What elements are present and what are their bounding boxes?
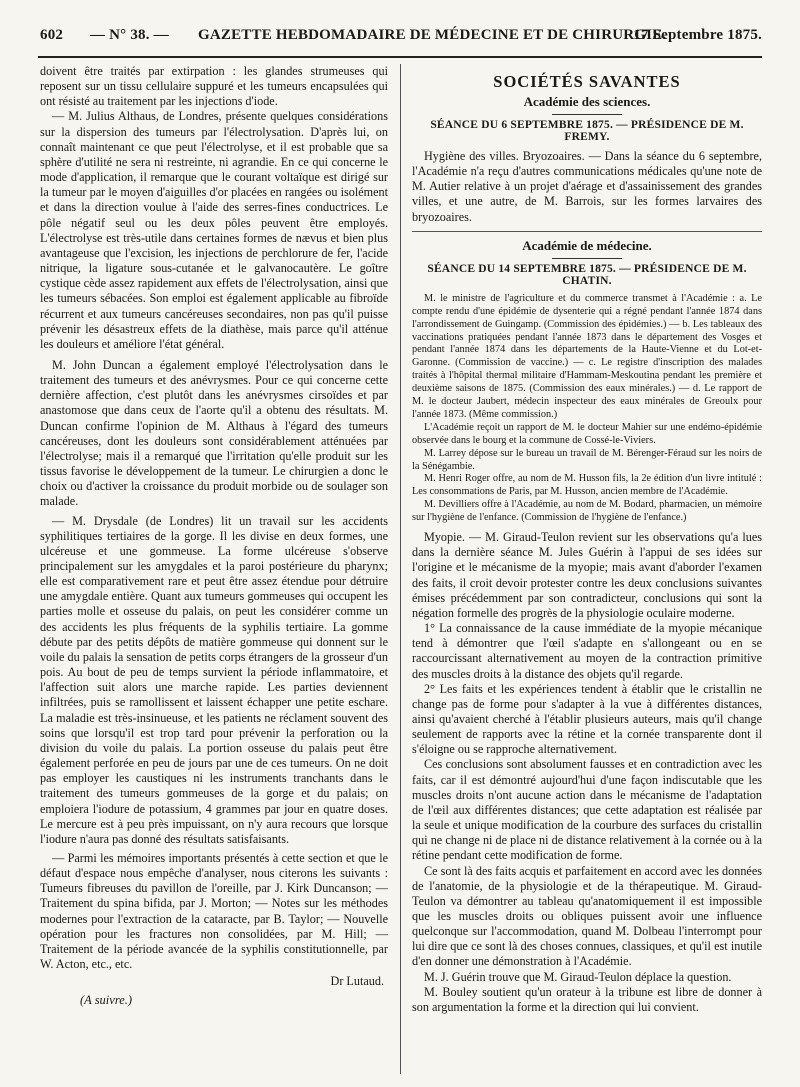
academy-medecine-heading: Académie de médecine. xyxy=(522,237,652,253)
to-be-continued: (A suivre.) xyxy=(80,993,133,1008)
conclusion-1: 1° La connaissance de la cause immédiate de la myopie mécanique tend à démontrer que l'œil s'adapte en s'allongeant ou en se raccourcissant alternativement au moyen de la contraction primitive des muscles droits à la distance des objets qu'il regarde. xyxy=(412,621,762,681)
left-column xyxy=(40,64,388,1076)
issue-date: 17 Septembre 1875. xyxy=(633,27,762,43)
paragraph-hygiene: Hygiène des villes. Bryozoaires. — Dans la séance du 6 septembre, l'Académie n'a reçu d'autres communications médicales qu'une note de M. Autier relative à un projet d'aérage et d'assainissement des grandes villes, et une autre, de M. Barrois, sur les formes larvaires des bryozoaires. xyxy=(412,149,762,224)
heading-rule xyxy=(552,114,622,115)
journal-title: GAZETTE HEBDOMADAIRE DE MÉDECINE ET DE CHIRURGIE. xyxy=(198,27,667,43)
paragraph-duncan: M. John Duncan a également employé l'électrolysation dans le traitement des tumeurs et des anévrysmes. Pour ce qui concerne cette dernière affection, c'est plutôt dans les anévrysmes cirsoïdes et par anastomose que dans ceux de l'aorte qu'il a obtenu des résultats. M. Duncan confirme l'opinion de M. Althaus à l'égard des tumeurs cancéreuses, dont les douleurs sont considérablement atténuées par l'électrolyse; mais il a remarqué que l'irritation qu'elle produit sur les tissus favorise le développement de la tumeur. Le chirurgien a donc le choix ou d'activer la croissance du produit morbide ou de soulager son malade. xyxy=(40,357,388,509)
heading-rule-2 xyxy=(552,258,622,259)
signature: Dr Lutaud. xyxy=(330,974,384,989)
paragraph-guerin: M. J. Guérin trouve que M. Giraud-Teulon déplace la question. xyxy=(424,969,732,984)
paragraph-myopie: Myopie. — M. Giraud-Teulon revient sur les observations qu'a lues dans la dernière séance M. Jules Guérin à l'appui de ses idées sur l'origine et le mécanisme de la myopie; mais avant d'aborder l'examen des faits, il croit devoir protester contre les deux conclusions suivantes émises précédemment par son contradicteur, conclusions qui sont la négation formelle des progrès de la physiologie oculaire moderne. xyxy=(412,530,762,620)
paragraph-althaus: — M. Julius Althaus, de Londres, présente quelques considérations sur la dispersion des tumeurs par l'électrolysation. D'après lui, on connaît maintenant ce que peut l'électrolyse, et il est probable que sa sphère d'utilité ne sera ni restreinte, ni agrandie. En ce qui concerne le mode d'application, il remarque que le courant voltaïque est dirigé sur la tumeur par le moyen d'aiguilles d'or placées en rangées ou isolément et dans la direction voulue à l'aide des serres-fines conductrices. Le pôle négatif seul ou les deux pôles peuvent être employés. L'électrolyse est très-utile dans certaines formes de nævus et bien plus avantageuse que l'excision, les injections de perchlorure de fer, l'acide nitrique, la ligature sous-cutanée et le galvanocautère. Le goître cystique cède assez rapidement aux effets de l'électrolysation, ainsi que les tumeurs sébacées. Son emploi est également applicable au fibroïde récurrent et aux tumeurs cancéreuses secondaires, non pas qu'il puisse prévenir les désastreux effets de la diathèse, mais parce qu'il atténue les douleurs et améliore l'état général. xyxy=(40,109,388,351)
header-rule xyxy=(38,56,762,58)
seance-medecine: SÉANCE DU 14 SEPTEMBRE 1875. — PRÉSIDENCE DE M. CHATIN. xyxy=(427,262,747,287)
paragraph-refutation: Ces conclusions sont absolument fausses et en contradiction avec les faits, car il est démontré aujourd'hui d'une façon indiscutable que les muscles droits n'ont aucune action dans le mécanisme de l'adaptation de l'œil aux différentes distances; que cette adaptation est réalisée par la seule et unique modification de la courbure des surfaces du cristallin qui ne change ni de place ni de distance relativement à la cornée ou à la rétine pendant cette modification de forme. xyxy=(412,757,762,863)
section-rule xyxy=(412,231,762,232)
correspondence-ministre: M. le ministre de l'agriculture et du commerce transmet à l'Académie : a. Le compte rendu d'une épidémie de dysenterie qui a régné pendant l'année 1874 dans l'arrondissement de Guingamp. (Commission des épidémies.) — b. Les tableaux des vaccinations pratiquées pendant l'année 1873 dans le département des Vosges et pendant l'année 1874 dans les départements de la Haute-Vienne et du Lot-et-Garonne. (Commission de vaccine.) — c. Le registre d'inscription des malades traités à l'hôpital thermal militaire d'Hammam-Meskoutina pendant les première et deuxième saisons de 1875. (Commission des eaux minérales.) — d. Le rapport de M. le docteur Jaubert, médecin inspecteur des eaux minérales de Greoulx pour l'année 1873. (Même commission.) xyxy=(412,292,762,420)
section-title: SOCIÉTÉS SAVANTES xyxy=(493,72,681,91)
conclusion-2: 2° Les faits et les expériences tendent à établir que le cristallin ne change pas de forme pour s'adapter à la vue à différentes distances, ainsi qu'avaient cherché à l'établir plusieurs auteurs, mais qu'il change seulement de rapports avec la rétine et la cornée transparente dont il s'éloigne ou se rapproche alternativement. xyxy=(412,681,762,757)
paragraph-faits-acquis: Ce sont là des faits acquis et parfaitement en accord avec les données de l'anatomie, de la physiologie et de la thérapeutique. M. Giraud-Teulon va démontrer au tableau qu'anatomiquement il est impossible que les muscles droits ou obliques puissent avoir une influence quelconque sur l'accommodation, quand M. Dolbeau l'interrompt pour lui dire que ce sont là des choses connues, classiques, et qu'il est inutile d'en donner une démonstration à l'Académie. xyxy=(412,863,762,969)
running-header xyxy=(40,27,762,51)
correspondence-roger: M. Henri Roger offre, au nom de M. Husson fils, la 2e édition d'un livre intitulé : Les consommations de Paris, par M. Husson, ancien membre de l'Académie. xyxy=(412,473,762,498)
academy-sciences-heading: Académie des sciences. xyxy=(523,94,651,109)
right-column xyxy=(412,64,762,1076)
paragraph-drysdale: — M. Drysdale (de Londres) lit un travail sur les accidents syphilitiques tertiaires de la gorge. Il les divise en deux formes, une ulcéreuse et une gommeuse. La forme ulcéreuse s'observe principalement sur les amygdales et la paroi postérieure du pharynx; elle est comparativement rare et peut être assez étendue pour détruire une amygdale entière. Quant aux tumeurs gommeuses qui occupent les parties molle et osseuse du palais, on peut les considérer comme un des accidents les plus fréquents de la syphilis tertiaire. La gomme débute par des petits dépôts de matière gommeuse qui donnent sur le voile du palais la sensation de petits corps étrangers de la grosseur d'un pois. Au bout de peu de temps survient la période inflammatoire, et l'affection suit alors une marche rapide. Les parties deviennent infiltrées, puis se ramollissent et laissent échapper une petite eschare. La maladie est très-insinueuse, et les patients ne réclament souvent des soins que lorsqu'il est trop tard pour prévenir la perforation ou la division du voile du palais. La portion osseuse du palais peut être également perforée en peu de jours par une de ces tumeurs. On ne doit pas employer les caustiques ni les instruments tranchants dans le traitement des tumeurs gommeuses de la gorge et du palais; on emploiera l'iodure de potassium, 4 grammes par jour en quatre doses. Le mercure est à peu près impuissant, on n'y aura recours que lorsque l'iodure n'aura pas donné des résultats satisfaisants. xyxy=(40,513,388,846)
column-divider xyxy=(400,64,401,1074)
page-number: 602 xyxy=(40,27,64,43)
issue-number: — N° 38. — xyxy=(90,27,169,43)
correspondence-mahier: L'Académie reçoit un rapport de M. le docteur Mahier sur une endémo-épidémie observée dans le bourg et la commune de Cossé-le-Viviers. xyxy=(412,421,762,446)
seance-sciences: SÉANCE DU 6 SEPTEMBRE 1875. — PRÉSIDENCE DE M. FREMY. xyxy=(430,119,744,143)
correspondence-larrey: M. Larrey dépose sur le bureau un travail de M. Bérenger-Féraud sur les noirs de la Sénégambie. xyxy=(412,447,762,472)
paragraph-extirpation: doivent être traités par extirpation : les glandes strumeuses qui reposent sur un tissu cellulaire suppuré et les tumeurs encapsulées qui ont résisté au traitement par les injections d'iode. xyxy=(40,64,388,109)
paragraph-memoires: — Parmi les mémoires importants présentés à cette section et que le défaut d'espace nous empêche d'analyser, nous citerons les suivants : Tumeurs fibreuses du pavillon de l'oreille, par J. Kirk Duncanson; — Traitement du spina bifida, par J. Morton; — Notes sur les méthodes modernes pour l'extraction de la cataracte, par B. Taylor; — Nouvelle opération pour les fractures non consolidées, par M. Hill; — Traitement de la période avancée de la syphilis constitutionnelle, par W. Acton, etc., etc. xyxy=(40,850,388,972)
correspondence-devilliers: M. Devilliers offre à l'Académie, au nom de M. Bodard, pharmacien, un mémoire sur l'hygiène de l'enfance. (Commission de l'hygiène de l'enfance.) xyxy=(412,499,762,524)
paragraph-bouley: M. Bouley soutient qu'un orateur à la tribune est libre de donner à son argumentation la forme et la direction qui lui convient. xyxy=(412,984,762,1014)
